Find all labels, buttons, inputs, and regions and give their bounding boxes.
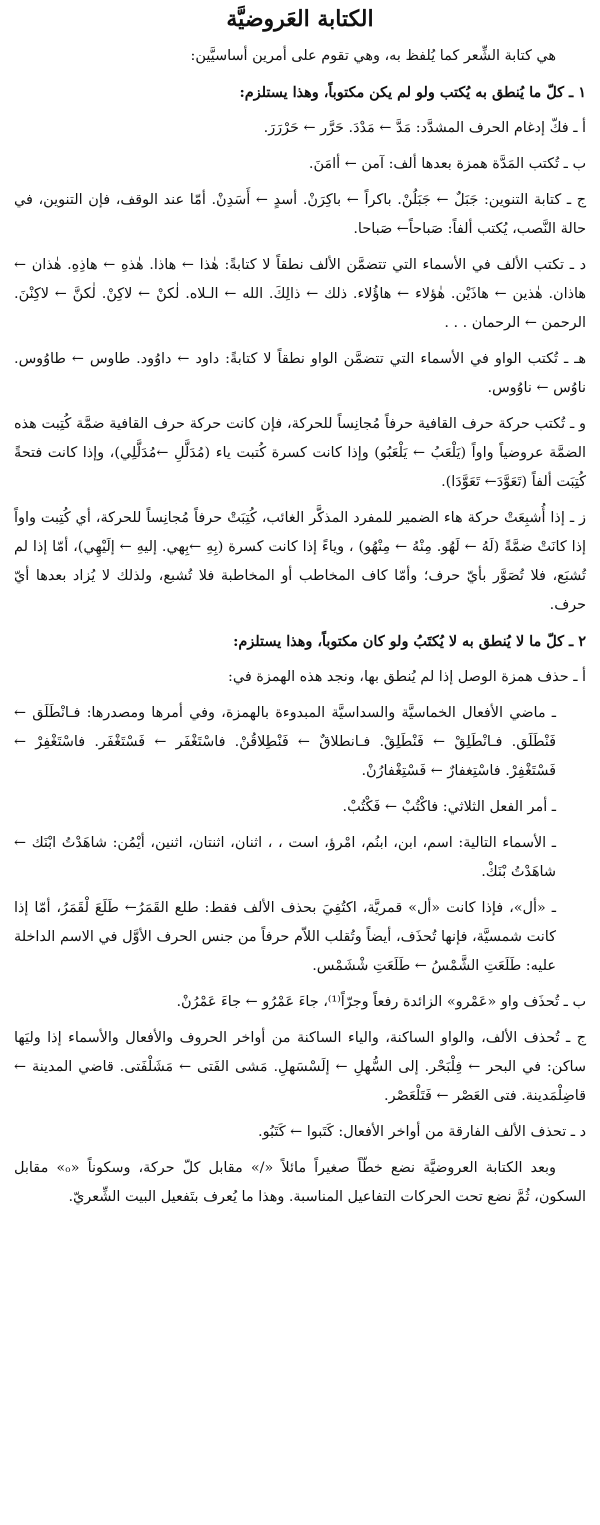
page-title: الكتابة العَروضيَّة [226,6,374,32]
rule-1-item-c: ج ـ كتابة التنوين: جَبَلٌ ← جَبَلُنْ. باكراً ← باكِرَنْ. أسدٍ ← أَسَدِنْ. أمّا عند الوقف، فإن التنوين، في حالة النَّصب، يُكتب ألفاً: صَباحاً← صَباحا. [14,192,586,237]
rule-2-item-a: أ ـ حذف همزة الوصل إذا لم يُنطق بها، ونجد هذه الهمزة في: [227,669,586,685]
rule-1-item-g: ز ـ إذا أُشبِعَتْ حركة هاء الضمير للمفرد المذكَّر الغائب، كُتِبَتْ حرفاً مُجانِساً للحركة، أي كُتِبت واواً إذا كانَتْ ضمَّةً (لَهُ ← لَهُو. مِنْهُ ← مِنْهُو) ، وياءً إذا كانت كسرة (بِهِ ←بِهي. إليهِ ← إلَيْهِي)، أمّا إذا لم تُشبَع، فلا تُصَوَّر بأيّ حرف؛ وأمّا كاف المخاطب أو المخاطبة فلا تُشبع، ولذلك لا يُزاد بعدها أيّ حرف. [14,510,586,613]
rule-2-item-d: د ـ تحذف الألف الفارقة من أواخر الأفعال: كَتَبوا ← كَتَبُو. [258,1124,586,1140]
rule-2-item-b: ب ـ تُحذَف واو «عَمْرو» الزائدة رفعاً وجرّاً⁽¹⁾، جاءَ عَمْرُو ← جاءَ عَمْرُنْ. [176,994,586,1010]
rule-1-item-d: د ـ تكتب الألف في الأسماء التي تتضمَّن الألف نطقاً لا كتابةً: هٰذا ← هاذا. هٰذهِ ← هاذِهِ. هٰذان ← هاذان. هٰذين ← هاذَيْن. هٰؤلاء ← هاؤُلاء. ذلك ← ذالِكَ. الله ← الـلاه. لٰكنْ ← لاكِنْ. لٰكنَّ ← لاكِنْنَ. الرحمن ← الرحمان . . . [14,257,586,331]
rule-1-heading: ١ ـ كلّ ما يُنطق به يُكتب ولو لم يكن مكتوباً، وهذا يستلزم: [239,84,586,101]
intro-paragraph: هي كتابة الشِّعر كما يُلفظ به، وهي تقوم على أمرين أساسيَّين: [190,48,556,64]
rule-2-item-a4: ـ «أل»، فإذا كانت «أل» قمريَّة، اكتُفِيَ بحذف الألف فقط: طلع القَمَرُ← طَلَعَ لْقَمَرُ، أمّا إذا كانت شمسيَّة، فإنها تُحذَف، أيضاً وتُقلب اللاّم حرفاً من جنس الحرف الأوَّل في الاسم الداخلة عليه: طَلَعَتِ الشَّمْسُ ← طَلَعَتِ شْشَمْس. [14,900,556,974]
rule-2-item-c: ج ـ تُحذف الألف، والواو الساكنة، والياء الساكنة من أواخر الحروف والأفعال والأسماء إذا وليَها ساكن: في البحر ← فِلْبَحْر. إلى السُّهلِ ← إلَسْسَهلِ. مَشى الفَتى ← مَشَلْفَتى. قاضي المدينة ← قاضِلْمَدينة. فتى العَصْر ← فَتَلْعَصْر. [14,1030,586,1104]
rule-1-item-a: أ ـ فكّ إدغام الحرف المشدَّد: مَدَّ ← مَدْدَ. حَرَّر ← حَرْرَرَ. [263,120,586,136]
rule-1-item-e: هـ ـ تُكتب الواو في الأسماء التي تتضمَّن الواو نطقاً لا كتابةً: داود ← داوُود. طاوس ← طاوُوس. ناوُس ← ناوُوس. [14,351,586,396]
closing-paragraph: وبعد الكتابة العروضيَّة نضع خطّاً صغيراً مائلاً «/» مقابل كلّ حركة، وسكوناً «ₒ» مقابل السكون، ثُمَّ نضع تحت الحركات التفاعيل المناسبة. وهذا ما يُعرف بتَفعيل البيت الشِّعريّ. [14,1160,586,1205]
rule-2-heading: ٢ ـ كلّ ما لا يُنطق به لا يُكتَبُ ولو كان مكتوباً، وهذا يستلزم: [233,633,586,650]
rule-1-item-b: ب ـ تُكتب المَدَّة همزة بعدها ألف: آمن ← أامَنَ. [308,156,586,172]
rule-2-item-a2: ـ أمر الفعل الثلاثي: فاكْتُبْ ← فَكْتُبْ. [342,799,556,815]
rule-2-item-a3: ـ الأسماء التالية: اسم، ابن، ابنُم، امْرؤ، است ، ، اثنان، اثنتان، اثنين، أيْمُن: شاهَدْتُ ابْنَك ← شاهَدْتُ بْنَكْ. [14,835,556,880]
rule-2-item-a1: ـ ماضي الأفعال الخماسيَّة والسداسيَّة المبدوءة بالهمزة، وفي أمرها ومصدرها: فـانْطَلَق ← فَنْطَلَق. فـانْطَلِقْ ← فَنْطَلِقْ. فـانطلاقٌ ← فَنْطِلاقُنْ. فاسْتَغْفَر ← فَسْتَغْفَر. فاسْتَغْفِرْ ← فَسْتَغْفِرْ. فاسْتِغفارٌ ← فَسْتِغْفارُنْ. [14,705,556,779]
rule-1-item-f: و ـ تُكتب حركة حرف القافية حرفاً مُجانِساً للحركة، فإن كانت حركة حرف القافية ضمَّة كُتِبت هذه الضمَّة عروضياً واواً (يَلْعَبُ ← يَلْعَبُو) وإذا كانت كسرة كُتبت ياء (مُدَلَّلِ ←مُدَلَّلِي)، وإذا كانت فتحةً كُتِبَت ألفاً (تَعَوَّدَ← تَعَوَّدَا). [14,416,586,490]
